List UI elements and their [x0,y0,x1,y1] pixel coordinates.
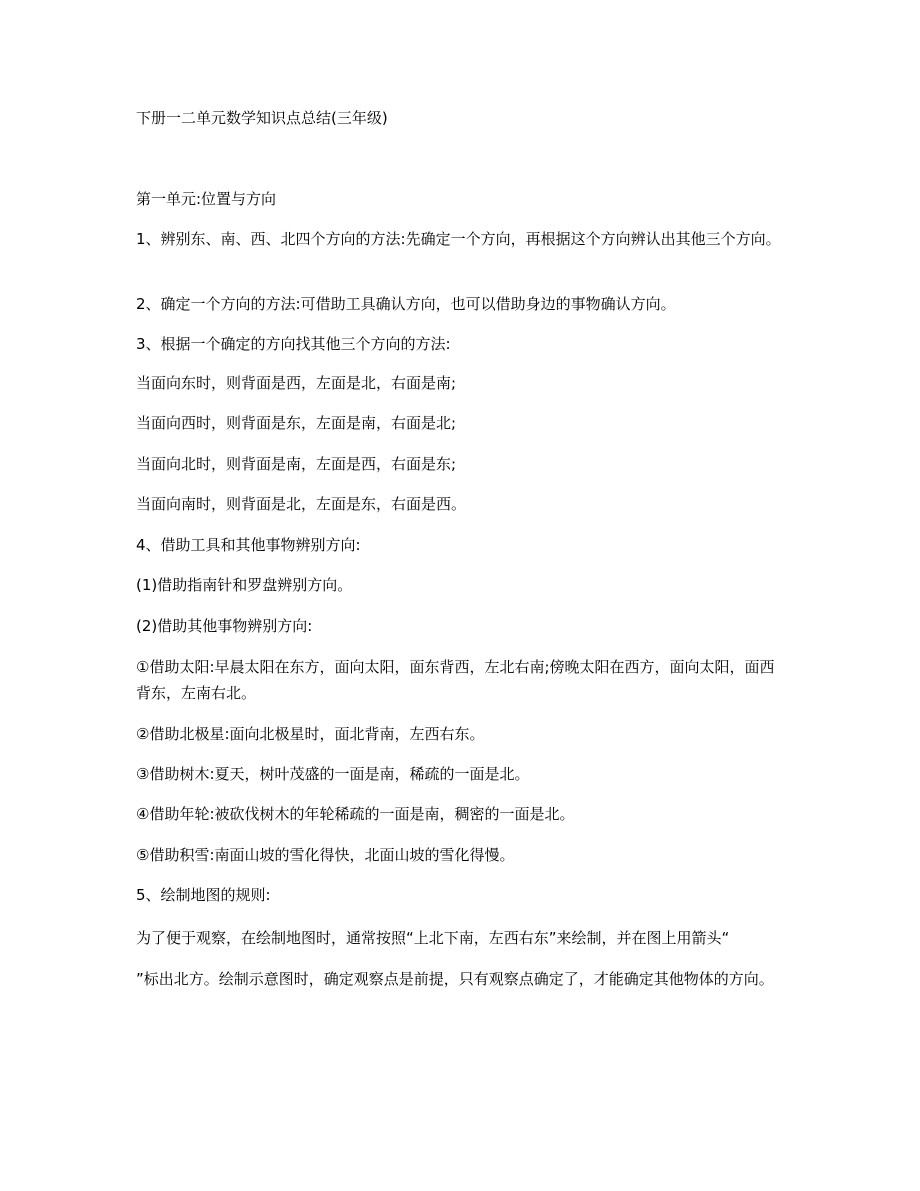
paragraph: ④借助年轮:被砍伐树木的年轮稀疏的一面是南，稠密的一面是北。 [136,805,575,823]
paragraph: 5、绘制地图的规则: [136,886,271,904]
paragraph: ②借助北极星:面向北极星时，面北背南，左西右东。 [136,725,485,743]
paragraph: 当面向西时，则背面是东，左面是南，右面是北; [136,414,457,432]
paragraph: ⑤借助积雪:南面山坡的雪化得快，北面山坡的雪化得慢。 [136,846,515,864]
unit-heading: 第一单元:位置与方向 [136,190,277,208]
paragraph: 当面向南时，则背面是北，左面是东，右面是西。 [136,495,467,513]
paragraph: 3、根据一个确定的方向找其他三个方向的方法: [136,335,451,353]
paragraph: ③借助树木:夏天，树叶茂盛的一面是南，稀疏的一面是北。 [136,765,530,783]
paragraph: 4、借助工具和其他事物辨别方向: [136,536,361,554]
paragraph: (1)借助指南针和罗盘辨别方向。 [136,576,353,594]
document-title: 下册一二单元数学知识点总结(三年级) [136,109,388,127]
paragraph: 2、确定一个方向的方法:可借助工具确认方向，也可以借助身边的事物确认方向。 [136,295,676,313]
paragraph: ”标出北方。绘制示意图时，确定观察点是前提，只有观察点确定了，才能确定其他物体的方向。 [136,970,774,988]
paragraph: 当面向东时，则背面是西，左面是北，右面是南; [136,374,457,392]
paragraph: 1、辨别东、南、西、北四个方向的方法:先确定一个方向，再根据这个方向辨认出其他三个方向。 [136,230,781,248]
paragraph: ①借助太阳:早晨太阳在东方，面向太阳，面东背西，左北右南;傍晚太阳在西方，面向太阳，面西背东，左南右北。 [136,658,775,702]
paragraph: 为了便于观察，在绘制地图时，通常按照“上北下南，左西右东”来绘制，并在图上用箭头“ [136,929,730,947]
paragraph: (2)借助其他事物辨别方向: [136,617,313,635]
paragraph: 当面向北时，则背面是南，左面是西，右面是东; [136,455,457,473]
